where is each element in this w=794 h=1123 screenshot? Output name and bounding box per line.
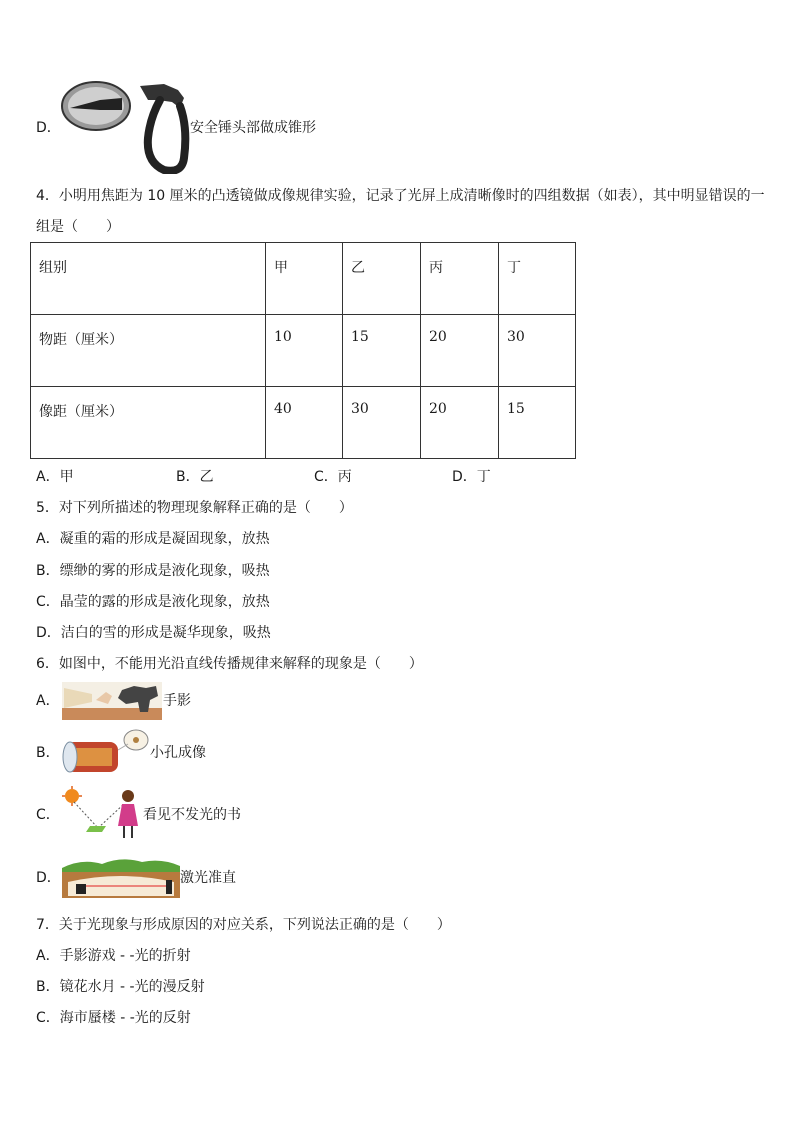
- table-cell: 10: [266, 315, 343, 387]
- pinhole-camera-image: [62, 728, 152, 776]
- table-cell: 30: [343, 387, 421, 459]
- q6-option-d-text: 激光准直: [180, 870, 236, 886]
- table-header-cell: 丁: [499, 243, 576, 315]
- q6-option-c-letter: C．: [36, 807, 60, 823]
- table-header-cell: 组别: [31, 243, 266, 315]
- q5-stem: 5．对下列所描述的物理现象解释正确的是（ ）: [36, 500, 353, 516]
- q4-option-d: D．丁: [452, 469, 491, 485]
- q7-option-c: C．海市蜃楼 - -光的反射: [36, 1010, 191, 1026]
- table-cell: 15: [343, 315, 421, 387]
- q7-option-a: A．手影游戏 - -光的折射: [36, 948, 191, 964]
- q4-stem-line2: 组是（ ）: [36, 219, 120, 235]
- q6-option-a-letter: A．: [36, 693, 60, 709]
- q6-stem: 6．如图中，不能用光沿直线传播规律来解释的现象是（ ）: [36, 656, 423, 672]
- q4-option-a: A．甲: [36, 469, 74, 485]
- q7-stem: 7．关于光现象与形成原因的对应关系，下列说法正确的是（ ）: [36, 917, 451, 933]
- q6-option-c-text: 看见不发光的书: [143, 807, 241, 823]
- q4-option-c: C．丙: [314, 469, 352, 485]
- q5-option-b: B．缥缈的雾的形成是液化现象，吸热: [36, 563, 270, 579]
- q4-stem-line1: 4．小明用焦距为 10 厘米的凸透镜做成像规律实验，记录了光屏上成清晰像时的四组数据（如表），其中明显错误的一: [36, 188, 765, 204]
- table-cell: 像距（厘米）: [31, 387, 266, 459]
- q7-option-b: B．镜花水月 - -光的漫反射: [36, 979, 205, 995]
- laser-alignment-tunnel-image: [62, 856, 180, 898]
- q5-option-c: C．晶莹的露的形成是液化现象，放热: [36, 594, 270, 610]
- table-cell: 20: [421, 387, 499, 459]
- q6-option-a-text: 手影: [163, 693, 191, 709]
- q4-option-b: B．乙: [176, 469, 214, 485]
- table-header-cell: 乙: [343, 243, 421, 315]
- table-cell: 20: [421, 315, 499, 387]
- q6-option-b-text: 小孔成像: [150, 745, 206, 761]
- safety-hammer-image: [60, 78, 190, 174]
- q4-data-table: [30, 242, 576, 459]
- table-header-cell: 丙: [421, 243, 499, 315]
- table-row: [31, 387, 576, 459]
- girl-reading-book-image: [60, 786, 144, 840]
- q5-option-a: A．凝重的霜的形成是凝固现象，放热: [36, 531, 270, 547]
- q3-option-d-text: 安全锤头部做成锥形: [190, 120, 316, 136]
- q3-option-d-letter: D．: [36, 120, 61, 136]
- hand-shadow-image: [62, 682, 162, 720]
- q6-option-b-letter: B．: [36, 745, 60, 761]
- table-cell: 物距（厘米）: [31, 315, 266, 387]
- q6-option-d-letter: D．: [36, 870, 61, 886]
- table-row: [31, 315, 576, 387]
- table-cell: 15: [499, 387, 576, 459]
- table-cell: 30: [499, 315, 576, 387]
- table-cell: 40: [266, 387, 343, 459]
- table-header-row: [31, 243, 576, 315]
- table-header-cell: 甲: [266, 243, 343, 315]
- q5-option-d: D．洁白的雪的形成是凝华现象，吸热: [36, 625, 271, 641]
